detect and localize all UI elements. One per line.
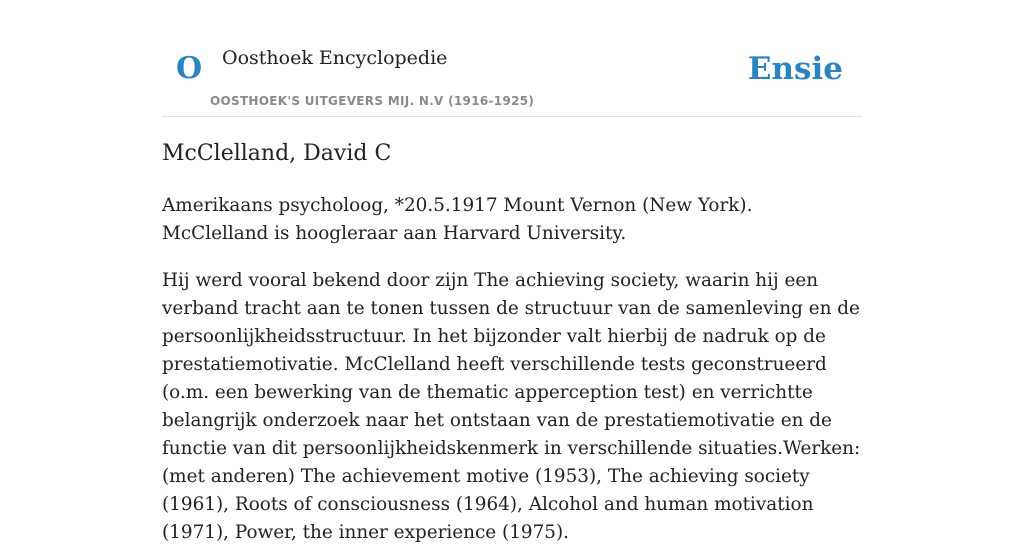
source-logo[interactable]: O [176,51,203,86]
article-content [162,136,862,547]
entry-title: McClelland, David C [162,141,392,166]
source-title-link[interactable]: Oosthoek Encyclopedie [222,47,448,69]
ensie-logo[interactable]: Ensie [747,51,843,87]
article-paragraph: Amerikaans psycholoog, *20.5.1917 Mount Vernon (New York). McClelland is hoogleraar aan Harvard University. [162,195,753,244]
publisher-label: OOSTHOEK'S UITGEVERS MIJ. N.V (1916-1925) [210,94,535,108]
source-header [162,0,862,117]
article-paragraph: Hij werd vooral bekend door zijn The achieving society, waarin hij een verband tracht aan te tonen tussen de structuur van de samenleving en de persoonlijkheidsstructuur. In het bijzonder valt hierbij de nadruk op de prestatiemotivatie. McClelland heeft verschillende tests geconstrueerd (o.m. een bewerking van de thematic apperception test) en verrichtte belangrijk onderzoek naar het ontstaan van de prestatiemotivatie en de functie van dit persoonlijkheidskenmerk in verschillende situaties.Werken: (met anderen) The achievement motive (1953), The achieving society (1961), Roots of consciousness (1964), Alcohol and human motivation (1971), Power, the inner experience (1975). [162,270,861,543]
